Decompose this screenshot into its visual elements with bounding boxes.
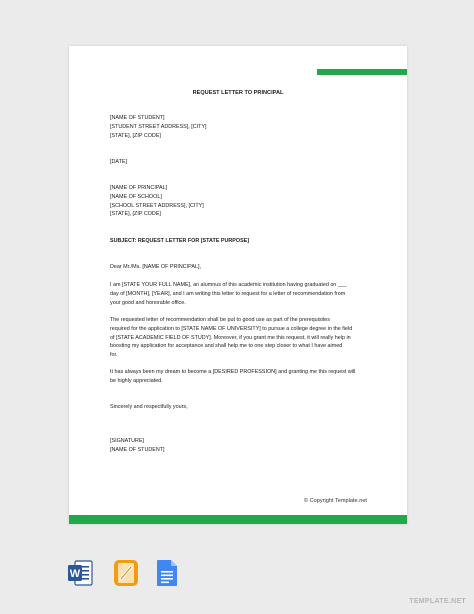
watermark-logo: TEMPLATE.NET: [409, 598, 466, 605]
paragraph-line: be highly appreciated.: [110, 377, 163, 384]
svg-text:W: W: [69, 568, 81, 580]
paragraph-3: [110, 368, 368, 386]
paragraph-line: It has always been my dream to become a [DESIRED PROFESSION] and granting me this request will: [110, 369, 356, 375]
closing: Sincerely and respectfully yours,: [110, 404, 188, 410]
sender-line: [NAME OF STUDENT]: [110, 115, 165, 121]
accent-bar-bottom: [69, 515, 407, 524]
sender-address: [110, 114, 368, 140]
google-docs-icon[interactable]: [156, 559, 178, 587]
subject-line: SUBJECT: REQUEST LETTER FOR [STATE PURPOSE]: [110, 238, 250, 244]
pages-icon[interactable]: [113, 559, 139, 587]
recipient-address: [110, 184, 368, 219]
word-icon[interactable]: [67, 559, 93, 587]
paragraph-line: I am [STATE YOUR FULL NAME], an alumnus of this academic institution having graduated on ___: [110, 282, 347, 288]
signature-block: [110, 437, 368, 455]
paragraph-line: The requested letter of recommendation shall be put to good use as part of the prerequisites: [110, 317, 330, 323]
paragraph-line: of [STATE ACADEMIC FIELD OF STUDY]. Moreover, if you grant me this request, it will really help in: [110, 334, 351, 341]
recipient-line: [NAME OF PRINCIPAL]: [110, 185, 168, 191]
copyright-text: © Copyright Template.net: [303, 498, 367, 504]
recipient-line: [SCHOOL STREET ADDRESS], [CITY]: [110, 202, 204, 209]
recipient-line: [STATE], [ZIP CODE]: [110, 211, 161, 218]
accent-bar-top: [317, 69, 407, 75]
signature: [SIGNATURE]: [110, 438, 145, 444]
format-icons: [67, 559, 187, 587]
paragraph-1: [110, 281, 368, 307]
paragraph-2: [110, 316, 368, 360]
sender-line: [STATE], [ZIP CODE]: [110, 132, 161, 139]
document-title: REQUEST LETTER TO PRINCIPAL: [192, 90, 284, 96]
date: [DATE]: [110, 159, 127, 165]
signature-name: [NAME OF STUDENT]: [110, 446, 165, 453]
date-block: [110, 158, 368, 167]
paragraph-line: day of [MONTH], [YEAR], and I am writing this letter to request for a letter of recommendation from: [110, 290, 346, 297]
paragraph-line: required for the application to [STATE NAME OF UNIVERSITY] to pursue a college degree in the field: [110, 325, 353, 332]
paragraph-line: for.: [110, 352, 118, 359]
salutation: Dear Mr./Ms. [NAME OF PRINCIPAL],: [110, 264, 201, 270]
paragraph-line: your good and honorable office.: [110, 299, 186, 306]
paragraph-line: boosting my application for acceptance and shall help me to one step closer to what I have aimed: [110, 343, 343, 350]
document-page: [69, 46, 407, 524]
sender-line: [STUDENT STREET ADDRESS], [CITY]: [110, 123, 207, 130]
recipient-line: [NAME OF SCHOOL]: [110, 193, 162, 200]
